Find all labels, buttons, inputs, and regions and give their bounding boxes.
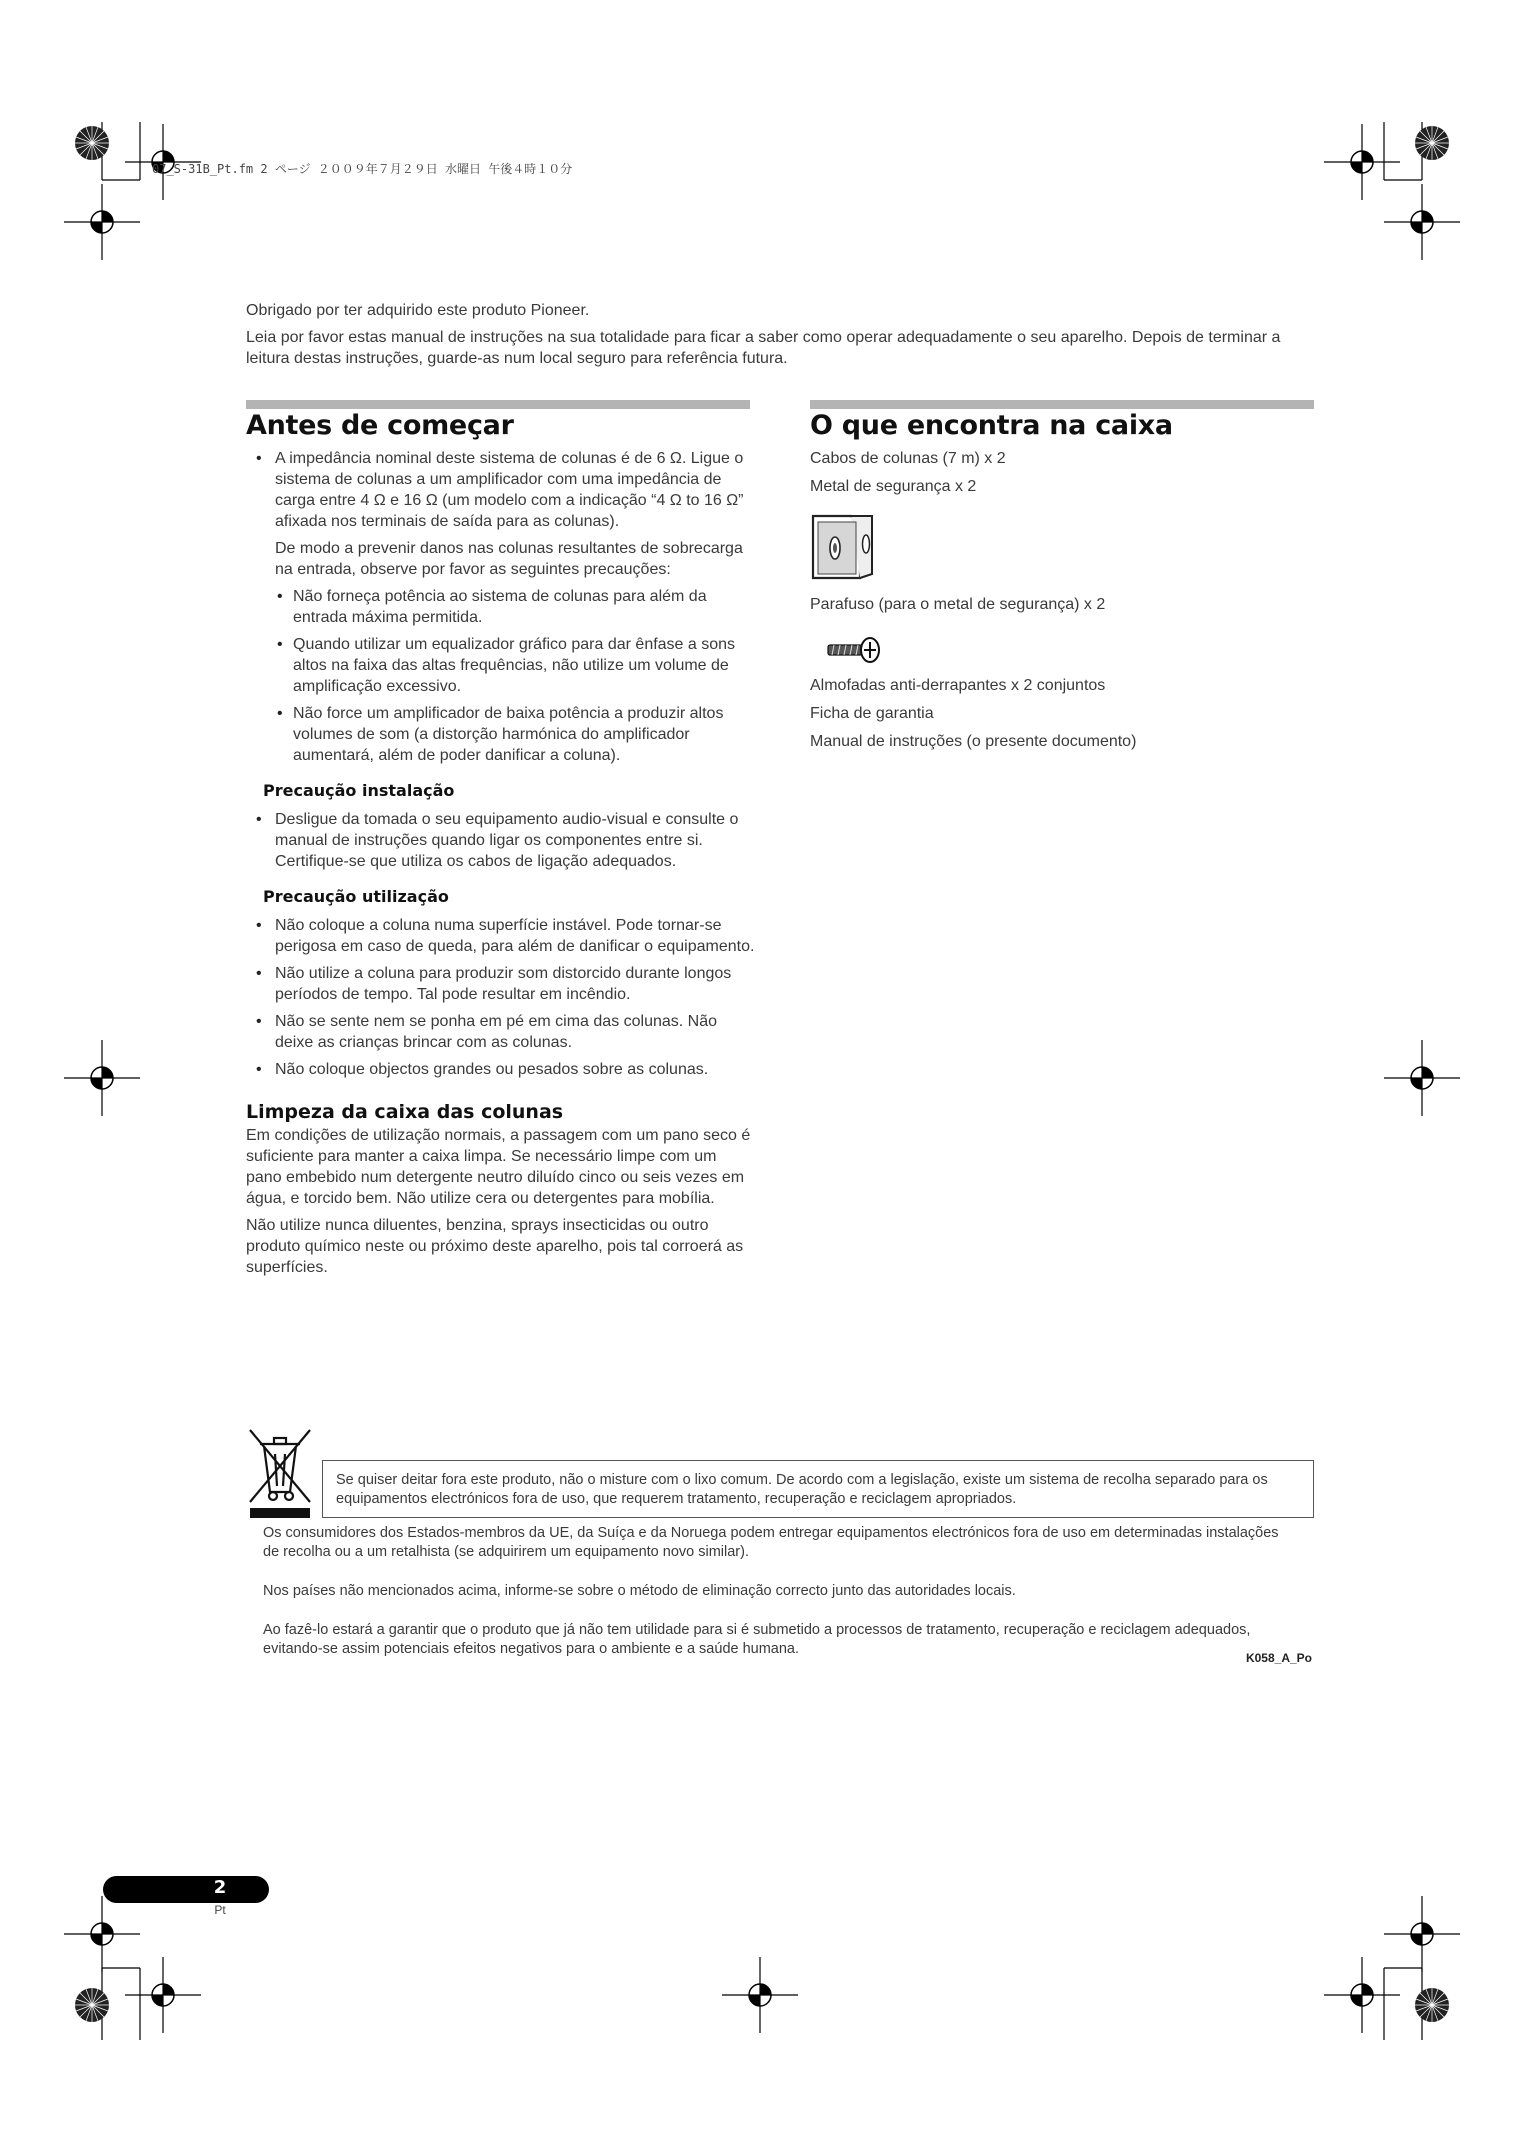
weee-para-3: Ao fazê-lo estará a garantir que o produto que já não tem utilidade para si é submetido a processos de tratamento, recuperação e reciclagem adequados, evitando-se assim potenciais efeitos negativos para o ambiente e a saúde humana. bbox=[263, 1622, 1251, 1657]
box-contents-list bbox=[810, 448, 1310, 504]
box-item: Cabos de colunas (7 m) x 2 bbox=[810, 450, 1006, 467]
safety-metal-illustration bbox=[810, 512, 876, 584]
box-item: Ficha de garantia bbox=[810, 705, 934, 722]
section-bar-left bbox=[246, 400, 750, 409]
use-heading: Precaução utilização bbox=[263, 887, 449, 906]
box-contents-list-3 bbox=[810, 675, 1310, 759]
page-number: 2 bbox=[213, 1877, 227, 1898]
use-item: • Não utilize a coluna para produzir som distorcido durante longos períodos de tempo. Tal pode resultar em incêndio. bbox=[246, 963, 756, 1005]
precaution-item: • Não forneça potência ao sistema de colunas para além da entrada máxima permitida. bbox=[275, 586, 756, 628]
screw-illustration bbox=[826, 636, 884, 664]
antes-title: Antes de começar bbox=[246, 410, 514, 441]
page-number-pill bbox=[103, 1876, 269, 1903]
use-item: • Não se sente nem se ponha em pé em cima das colunas. Não deixe as crianças brincar com as colunas. bbox=[246, 1011, 756, 1053]
intro-thanks: Obrigado por ter adquirido este produto Pioneer. bbox=[246, 302, 590, 319]
use-item: • Não coloque a coluna numa superfície instável. Pode tornar-se perigosa em caso de queda, para além de danificar o equipamento. bbox=[246, 915, 756, 957]
box-item: Parafuso (para o metal de segurança) x 2 bbox=[810, 596, 1106, 613]
install-item: • Desligue da tomada o seu equipamento audio-visual e consulte o manual de instruções quando ligar os componentes entre si. Certifique-se que utiliza os cabos de ligação adequados. bbox=[246, 809, 756, 872]
box-contents-list-2 bbox=[810, 594, 1310, 622]
section-bar-right bbox=[810, 400, 1314, 409]
impedance-bullet: • A impedância nominal deste sistema de colunas é de 6 Ω. Ligue o sistema de colunas a um amplificador com uma impedância de carga entre 4 Ω e 16 Ω (um modelo com a indicação “4 Ω to 16 Ω” afixada nos terminais de saída para as colunas). De modo a prevenir danos nas colunas resultantes de sobrecarga na entrada, observe por favor as seguintes precauções: • Não forneça potência ao sistema de colunas para além da entrada máxima permitida. • Quando utilizar um equalizador gráfico para dar ênfase a sons altos na faixa das altas frequências, não utilize um volume de amplificação excessivo. • Não force um amplificador de baixa potência a produzir altos volumes de som (a distorção harmónica do amplificador aumentará, além de poder danificar a coluna). bbox=[246, 448, 756, 766]
precaution-item: • Não force um amplificador de baixa potência a produzir altos volumes de som (a distorção harmónica do amplificador aumentará, além de poder danificar a coluna). bbox=[275, 703, 756, 766]
cleaning-heading: Limpeza da caixa das colunas bbox=[246, 1101, 564, 1123]
intro-read-manual: Leia por favor estas manual de instruções na sua totalidade para ficar a saber como operar adequadamente o seu aparelho. Depois de terminar a leitura destas instruções, guarde-as num local seguro para referência futura. bbox=[246, 329, 1281, 367]
weee-para-2: Nos países não mencionados acima, informe-se sobre o método de eliminação correcto junto das autoridades locais. bbox=[263, 1583, 1016, 1599]
antes-content bbox=[246, 448, 756, 1284]
precaution-item: • Quando utilizar um equalizador gráfico para dar ênfase a sons altos na faixa das altas frequências, não utilize um volume de amplificação excessivo. bbox=[275, 634, 756, 697]
use-item: • Não coloque objectos grandes ou pesados sobre as colunas. bbox=[246, 1059, 756, 1080]
weee-notice-box: Se quiser deitar fora este produto, não o misture com o lixo comum. De acordo com a legislação, existe um sistema de recolha separado para os equipamentos electrónicos fora de uso, que requerem tratamento, recuperação e reciclagem apropriados. bbox=[322, 1460, 1314, 1518]
box-item: Almofadas anti-derrapantes x 2 conjuntos bbox=[810, 677, 1106, 694]
box-item: Metal de segurança x 2 bbox=[810, 478, 977, 495]
cleaning-para: Em condições de utilização normais, a passagem com um pano seco é suficiente para manter a caixa limpa. Se necessário limpe com um pano embebido num detergente neutro diluído cinco ou seis vezes em água, e torcido bem. Não utilize cera ou detergentes para mobília. bbox=[246, 1127, 751, 1207]
file-header-line: 07_S-31B_Pt.fm 2 ページ ２００９年７月２９日 水曜日 午後４時１０分 bbox=[152, 162, 573, 176]
crossed-bin-icon bbox=[246, 1426, 312, 1518]
weee-para-1: Os consumidores dos Estados-membros da UE, da Suíça e da Noruega podem entregar equipamentos electrónicos fora de uso em determinadas instalações de recolha ou a um retalhista (se adquirirem um equipamento novo similar). bbox=[263, 1525, 1279, 1560]
doc-code: K058_A_Po bbox=[1245, 1651, 1312, 1665]
page-language: Pt bbox=[214, 1903, 226, 1917]
intro bbox=[246, 300, 1316, 375]
cleaning-para: Não utilize nunca diluentes, benzina, sprays insecticidas ou outro produto químico neste ou próximo deste aparelho, pois tal corroerá as superfícies. bbox=[246, 1217, 744, 1276]
install-heading: Precaução instalação bbox=[263, 781, 455, 800]
box-item: Manual de instruções (o presente documento) bbox=[810, 733, 1137, 750]
box-contents-title: O que encontra na caixa bbox=[810, 410, 1173, 441]
